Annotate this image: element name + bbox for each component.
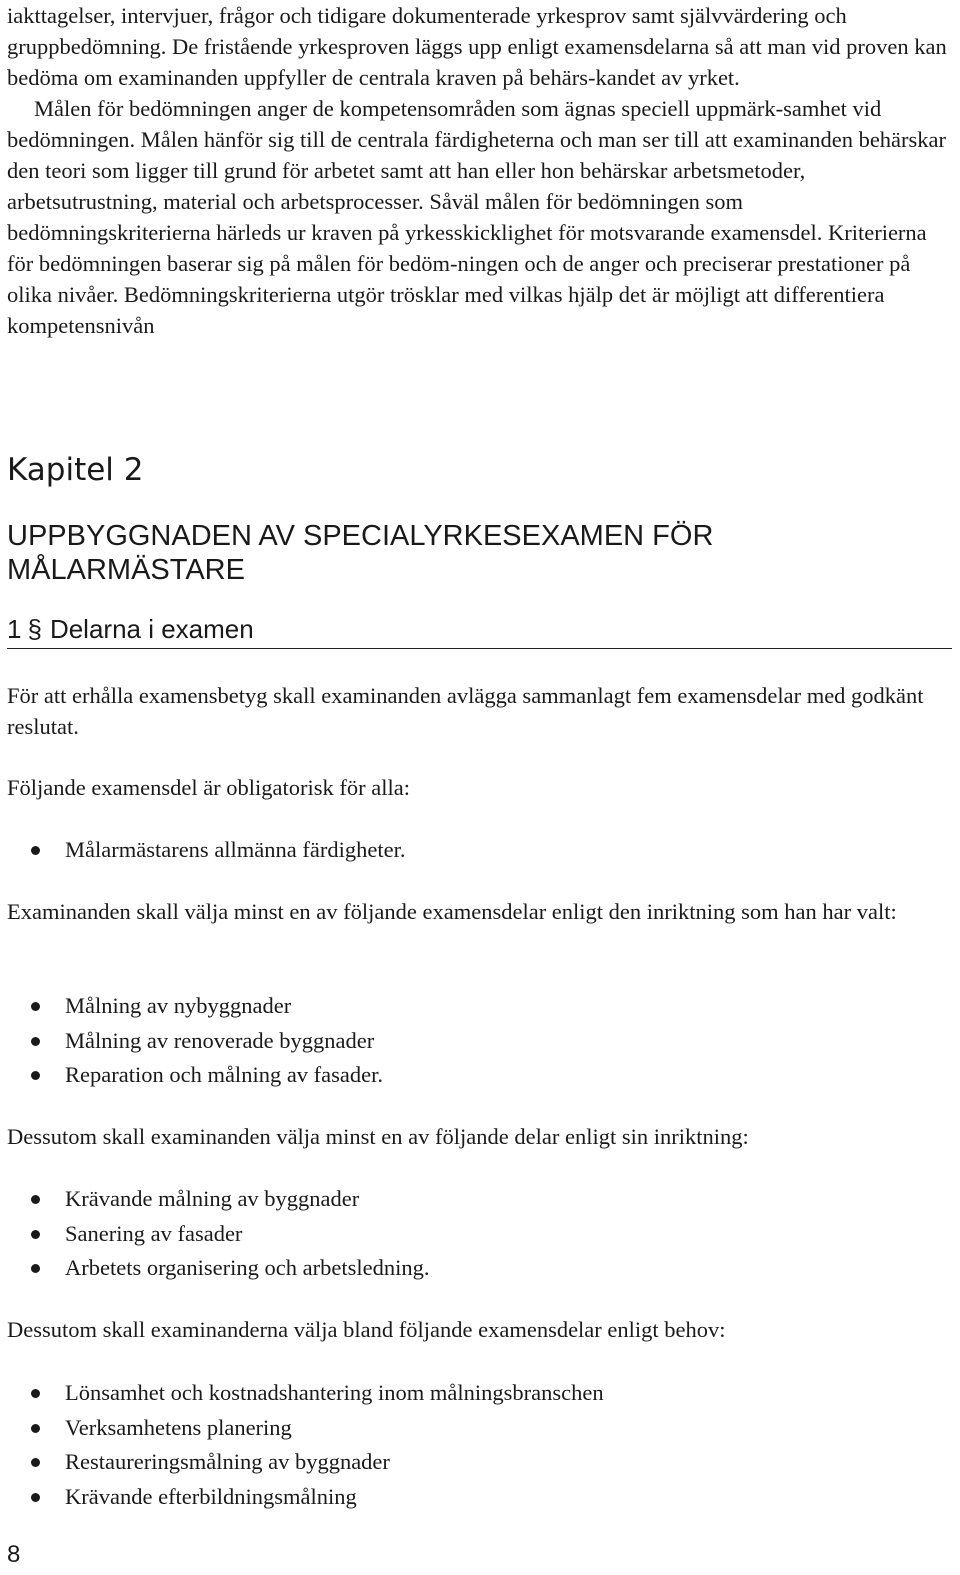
list-item: Arbetets organisering och arbetsledning. — [7, 1251, 947, 1286]
mandatory-block — [7, 772, 947, 803]
bullet-icon — [31, 1493, 40, 1502]
direction-paragraph: Examinanden skall välja minst en av följande examensdelar enligt den inriktning som han har valt: — [7, 899, 897, 924]
requirement-paragraph: För att erhålla examensbetyg skall examinanden avlägga sammanlagt fem examensdelar med godkänt reslutat. — [7, 683, 924, 739]
chapter-label: Kapitel 2 — [7, 452, 144, 488]
list-item: Målning av nybyggnader — [7, 989, 947, 1024]
mandatory-list — [7, 833, 947, 868]
mandatory-paragraph: Följande examensdel är obligatorisk för alla: — [7, 775, 411, 800]
direction-list-block — [7, 989, 947, 1093]
mandatory-list-block — [7, 833, 947, 868]
optional-list-block — [7, 1376, 947, 1514]
section-symbol: § — [27, 614, 42, 644]
bullet-icon — [31, 1424, 40, 1433]
section-number: 1 — [7, 614, 22, 644]
chapter-title: UPPBYGGNADEN AV SPECIALYRKESEXAMEN FÖR MÅLARMÄSTARE — [7, 520, 714, 586]
list-item: Verksamhetens planering — [7, 1411, 947, 1446]
intro-section — [7, 0, 947, 341]
bullet-icon — [31, 1071, 40, 1080]
list-item: Restaureringsmålning av byggnader — [7, 1445, 947, 1480]
additional-paragraph: Dessutom skall examinanden välja minst en av följande delar enligt sin inriktning: — [7, 1124, 749, 1149]
additional-list-block — [7, 1182, 947, 1286]
list-item: Reparation och målning av fasader. — [7, 1058, 947, 1093]
list-item: Lönsamhet och kostnadshantering inom målningsbranschen — [7, 1376, 947, 1411]
bullet-icon — [31, 1037, 40, 1046]
bullet-icon — [31, 1002, 40, 1011]
requirement-block — [7, 680, 947, 742]
bullet-icon — [31, 1230, 40, 1239]
intro-paragraph-2: Målen för bedömningen anger de kompetensområden som ägnas speciell uppmärk-samhet vid bedömningen. Målen hänför sig till de centrala färdigheterna och man ser till att examinanden behärskar den teori som ligger till grund för arbetet samt att han eller hon behärskar arbetsmetoder, arbetsutrustning, material och arbetsprocesser. Såväl målen för bedömningen som bedömningskriterierna härleds ur kraven på yrkesskicklighet för motsvarande examensdel. Kriterierna för bedömningen baserar sig på målen för bedöm-ningen och de anger och preciserar prestationer på olika nivåer. Bedömningskriterierna utgör trösklar med vilkas hjälp det är möjligt att differentiera kompetensnivån — [7, 96, 947, 338]
section-heading — [7, 612, 952, 649]
bullet-icon — [31, 846, 40, 855]
intro-paragraph-1: iakttagelser, intervjuer, frågor och tidigare dokumenterade yrkesprov samt självvärdering och gruppbedömning. De fristående yrkesproven läggs upp enligt examensdelarna så att man vid proven kan bedöma om examinanden uppfyller de centrala kraven på behärs-kandet av yrket. — [7, 3, 947, 90]
list-item: Sanering av fasader — [7, 1217, 947, 1252]
additional-block — [7, 1121, 947, 1152]
optional-paragraph: Dessutom skall examinanderna välja bland följande examensdelar enligt behov: — [7, 1317, 726, 1342]
list-item: Målning av renoverade byggnader — [7, 1024, 947, 1059]
direction-block — [7, 896, 947, 927]
optional-block — [7, 1314, 947, 1345]
direction-list — [7, 989, 947, 1093]
additional-list — [7, 1182, 947, 1286]
optional-list — [7, 1376, 947, 1514]
bullet-icon — [31, 1458, 40, 1467]
bullet-icon — [31, 1264, 40, 1273]
page-number: 8 — [7, 1541, 21, 1568]
list-item: Krävande efterbildningsmålning — [7, 1480, 947, 1515]
bullet-icon — [31, 1195, 40, 1204]
list-item: Målarmästarens allmänna färdigheter. — [7, 833, 947, 868]
section-title: Delarna i examen — [49, 614, 254, 644]
bullet-icon — [31, 1389, 40, 1398]
list-item: Krävande målning av byggnader — [7, 1182, 947, 1217]
